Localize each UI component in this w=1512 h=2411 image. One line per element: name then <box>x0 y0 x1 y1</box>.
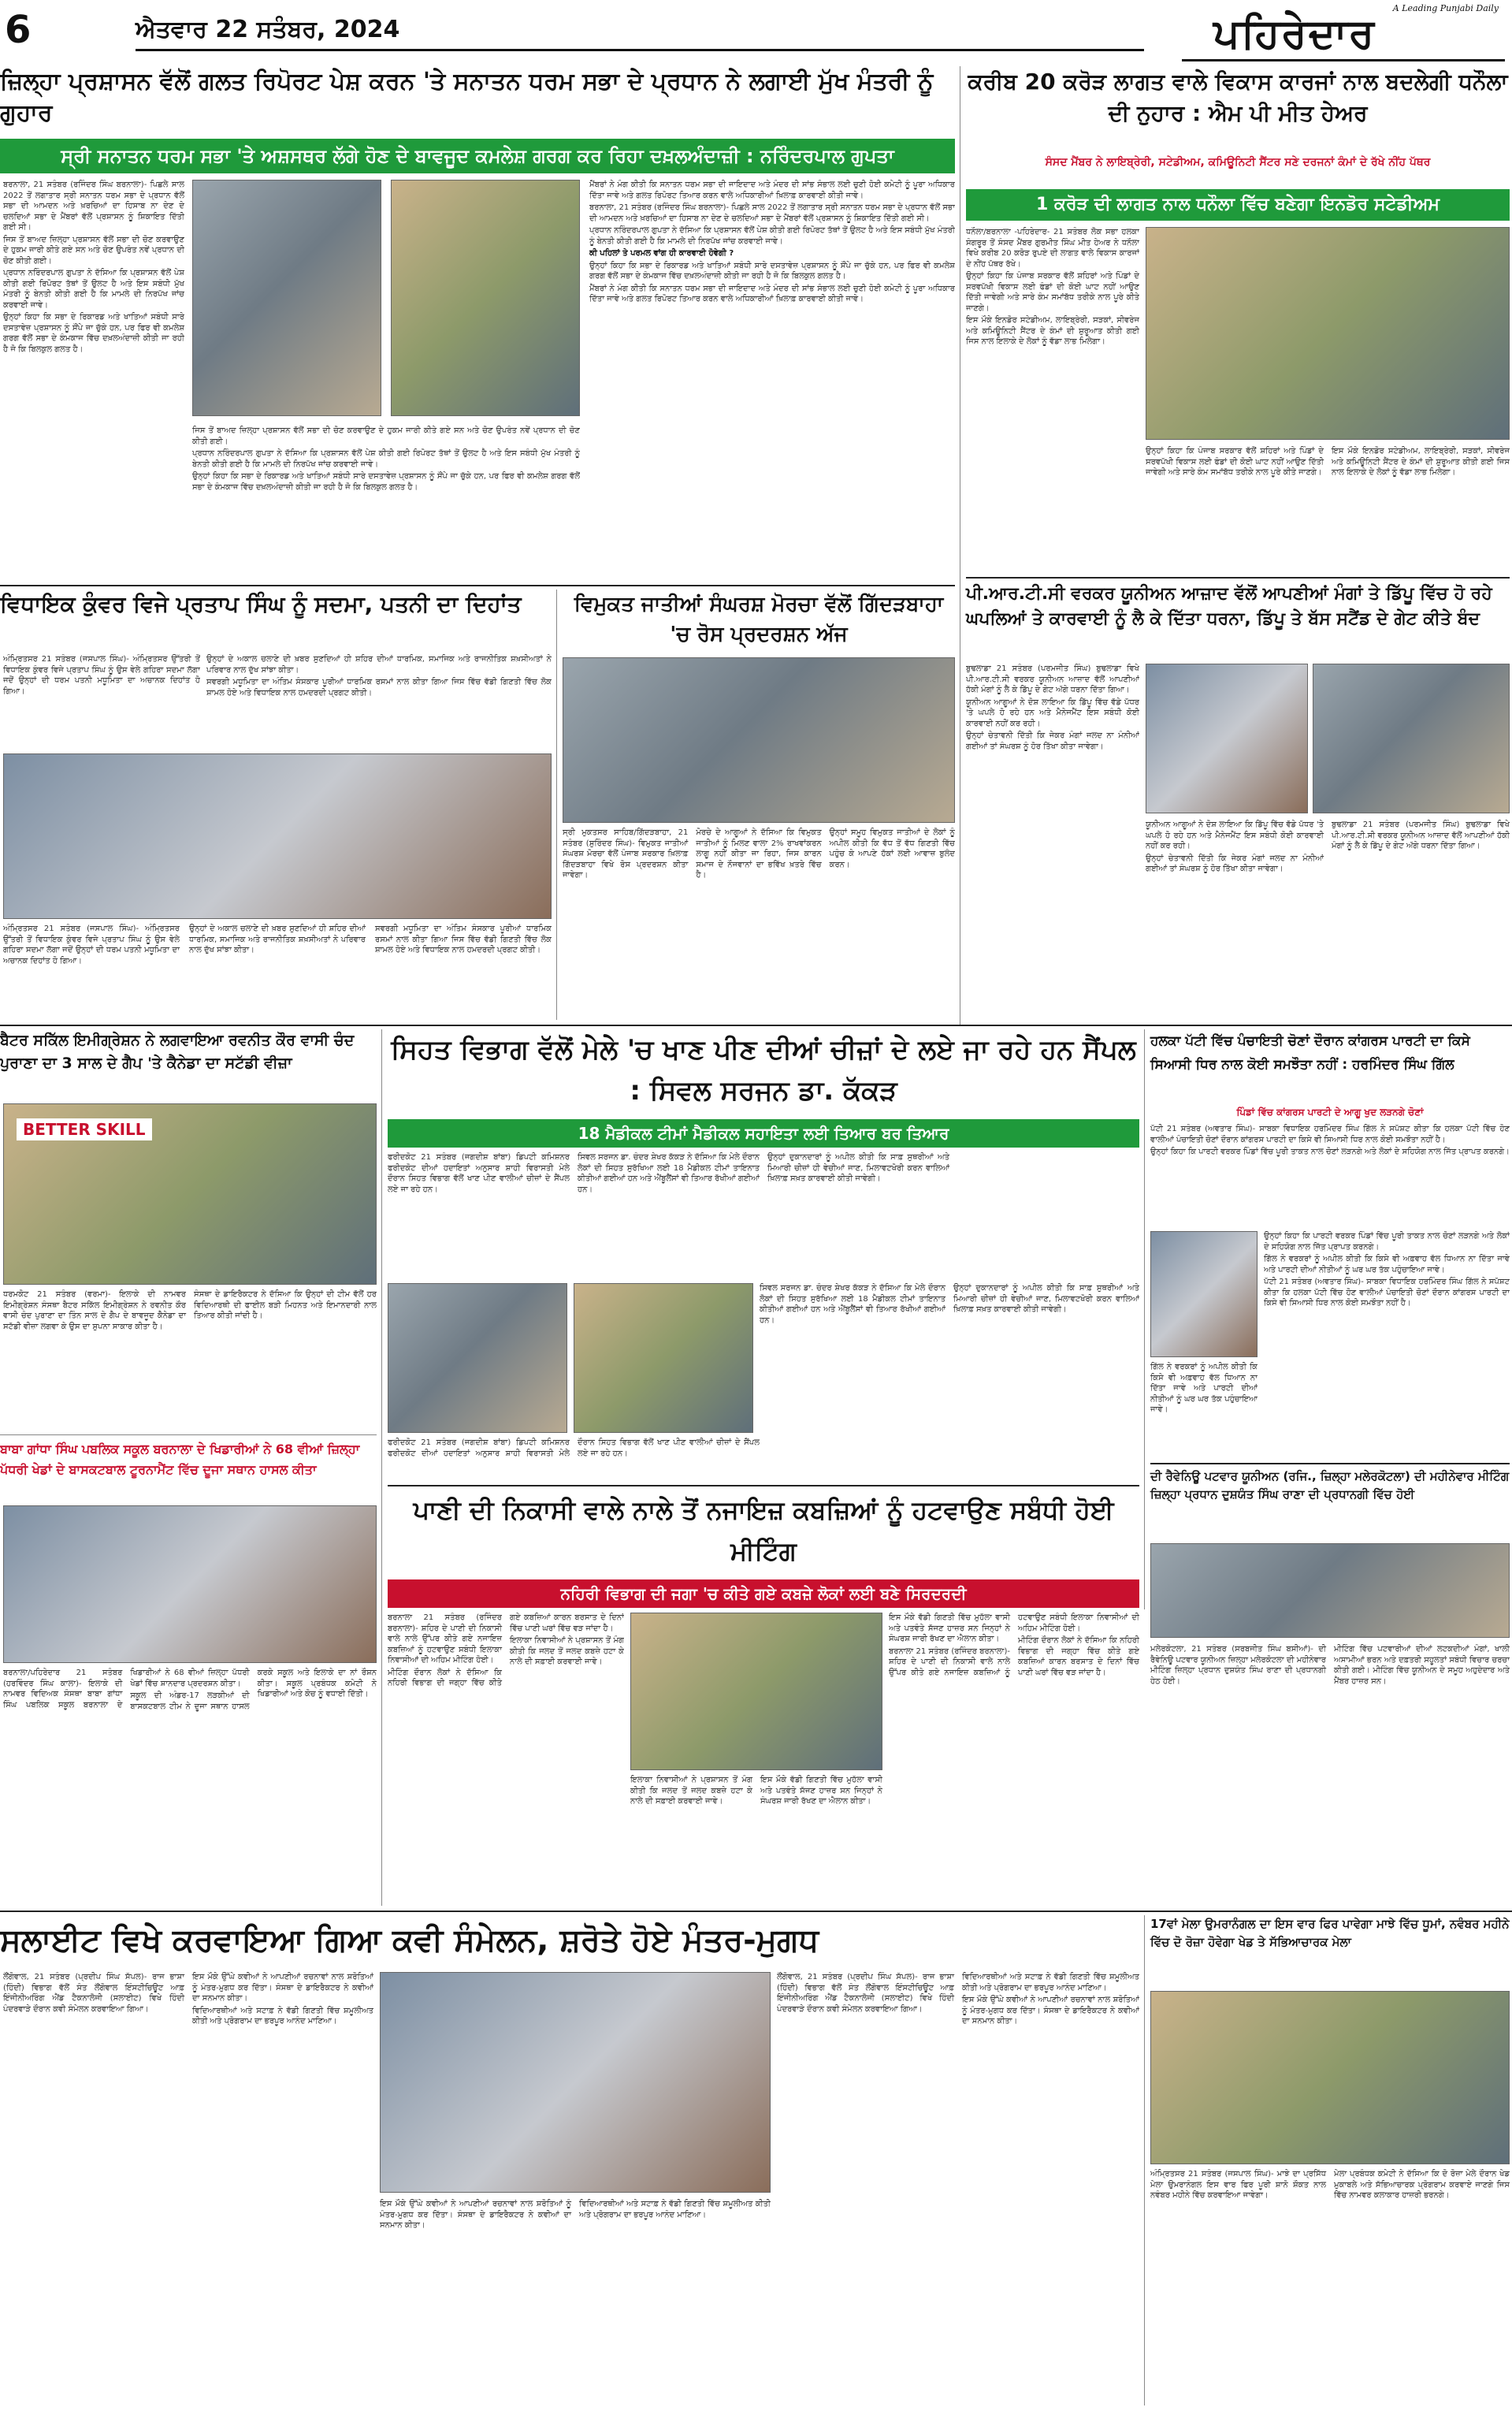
story9-body-bottom <box>1264 1231 1510 1460</box>
story4-headline: ਕਰੀਬ 20 ਕਰੋੜ ਲਾਗਤ ਵਾਲੇ ਵਿਕਾਸ ਕਾਰਜਾਂ ਨਾਲ ਬਦਲੇਗੀ ਧਨੌਲਾ ਦੀ ਨੁਹਾਰ : ਐਮ ਪੀ ਮੀਤ ਹੇਅਰ <box>968 69 1508 126</box>
story1-paragraph: ਮੈਂਬਰਾਂ ਨੇ ਮੰਗ ਕੀਤੀ ਕਿ ਸਨਾਤਨ ਧਰਮ ਸਭਾ ਦੀ ਜਾਇਦਾਦ ਅਤੇ ਮੰਦਰ ਦੀ ਸਾਂਭ ਸੰਭਾਲ ਲਈ ਚੁਣੀ ਹੋਈ ਕਮੇਟੀ ਨੂੰ ਪੂਰਾ ਅਧਿਕਾਰ ਦਿੱਤਾ ਜਾਵੇ ਅਤੇ ਗਲਤ ਰਿਪੋਰਟ ਤਿਆਰ ਕਰਨ ਵਾਲੇ ਅਧਿਕਾਰੀਆਂ ਖ਼ਿਲਾਫ਼ ਕਾਰਵਾਈ ਕੀਤੀ ਜਾਵੇ। <box>589 284 955 303</box>
story4-paragraph: ਇਸ ਮੌਕੇ ਇਨਡੋਰ ਸਟੇਡੀਅਮ, ਲਾਇਬ੍ਰੇਰੀ, ਸੜਕਾਂ, ਸੀਵਰੇਜ ਅਤੇ ਕਮਿਊਨਿਟੀ ਸੈਂਟਰ ਦੇ ਕੰਮਾਂ ਦੀ ਸ਼ੁਰੂਆਤ ਕੀਤੀ ਗਈ ਜਿਸ ਨਾਲ ਇਲਾਕੇ ਦੇ ਲੋਕਾਂ ਨੂੰ ਵੱਡਾ ਲਾਭ ਮਿਲੇਗਾ। <box>966 316 1139 346</box>
story5-paragraph: ਯੂਨੀਅਨ ਆਗੂਆਂ ਨੇ ਦੋਸ਼ ਲਾਇਆ ਕਿ ਡਿੱਪੂ ਵਿੱਚ ਵੱਡੇ ਪੱਧਰ 'ਤੇ ਘਪਲੇ ਹੋ ਰਹੇ ਹਨ ਅਤੇ ਮੈਨੇਜਮੈਂਟ ਇਸ ਸਬੰਧੀ ਕੋਈ ਕਾਰਵਾਈ ਨਹੀਂ ਕਰ ਰਹੀ। <box>966 698 1139 728</box>
story8-headline: ਸਿਹਤ ਵਿਭਾਗ ਵੱਲੋਂ ਮੇਲੇ 'ਚ ਖਾਣ ਪੀਣ ਦੀਆਂ ਚੀਜ਼ਾਂ ਦੇ ਲਏ ਜਾ ਰਹੇ ਹਨ ਸੈਂਪਲ : ਸਿਵਲ ਸਰਜਨ ਡਾ. ਕੱਕੜ <box>391 1034 1136 1107</box>
story2-body-top <box>3 654 200 749</box>
story9-subhead: ਪਿੰਡਾਂ ਵਿੱਚ ਕਾਂਗਰਸ ਪਾਰਟੀ ਦੇ ਆਗੂ ਖੁਦ ਲੜਨਗੇ ਚੋਣਾਂ <box>1236 1107 1424 1118</box>
story2-paragraph: ਉਨ੍ਹਾਂ ਦੇ ਅਕਾਲ ਚਲਾਣੇ ਦੀ ਖ਼ਬਰ ਸੁਣਦਿਆਂ ਹੀ ਸ਼ਹਿਰ ਦੀਆਂ ਧਾਰਮਿਕ, ਸਮਾਜਿਕ ਅਤੇ ਰਾਜਨੀਤਿਕ ਸ਼ਖ਼ਸੀਅਤਾਂ ਨੇ ਪਰਿਵਾਰ ਨਾਲ ਦੁੱਖ ਸਾਂਝਾ ਕੀਤਾ। <box>206 655 552 675</box>
story12-paragraph: ਲੌਂਗੋਵਾਲ, 21 ਸਤੰਬਰ (ਪ੍ਰਦੀਪ ਸਿੰਘ ਸੱਪਲ)- ਰਾਜ ਭਾਸ਼ਾ (ਹਿੰਦੀ) ਵਿਭਾਗ ਵੱਲੋਂ ਸੰਤ ਲੌਂਗੋਵਾਲ ਇੰਸਟੀਚਿਊਟ ਆਫ਼ ਇੰਜੀਨੀਅਰਿੰਗ ਐਂਡ ਟੈਕਨਾਲੋਜੀ (ਸਲਾਈਟ) ਵਿਖੇ ਹਿੰਦੀ ਪੰਦਰਵਾੜੇ ਦੌਰਾਨ ਕਵੀ ਸੰਮੇਲਨ ਕਰਵਾਇਆ ਗਿਆ। <box>3 1973 184 2014</box>
story4-subhead: ਸੰਸਦ ਮੈਂਬਰ ਨੇ ਲਾਇਬ੍ਰੇਰੀ, ਸਟੇਡੀਅਮ, ਕਮਿਊਨਿਟੀ ਸੈਂਟਰ ਸਣੇ ਦਰਜਨਾਂ ਕੰਮਾਂ ਦੇ ਰੱਖੇ ਨੀਂਹ ਪੱਥਰ <box>1045 156 1431 169</box>
story11-paragraph: ਇਸ ਮੌਕੇ ਵੱਡੀ ਗਿਣਤੀ ਵਿੱਚ ਮੁਹੱਲਾ ਵਾਸੀ ਅਤੇ ਪਤਵੰਤੇ ਸੱਜਣ ਹਾਜ਼ਰ ਸਨ ਜਿਨ੍ਹਾਂ ਨੇ ਸੰਘਰਸ਼ ਜਾਰੀ ਰੱਖਣ ਦਾ ਐਲਾਨ ਕੀਤਾ। <box>889 1613 1010 1643</box>
story5-photo-2 <box>1313 664 1510 813</box>
story10-paragraph: ਮੀਟਿੰਗ ਵਿੱਚ ਪਟਵਾਰੀਆਂ ਦੀਆਂ ਲਟਕਦੀਆਂ ਮੰਗਾਂ, ਖਾਲੀ ਅਸਾਮੀਆਂ ਭਰਨ ਅਤੇ ਦਫ਼ਤਰੀ ਸਹੂਲਤਾਂ ਸਬੰਧੀ ਵਿਚਾਰ ਚਰਚਾ ਕੀਤੀ ਗਈ। ਮੀਟਿੰਗ ਵਿੱਚ ਯੂਨੀਅਨ ਦੇ ਸਮੂਹ ਅਹੁਦੇਦਾਰ ਅਤੇ ਮੈਂਬਰ ਹਾਜ਼ਰ ਸਨ। <box>1334 1645 1510 1686</box>
story12-paragraph: ਵਿਦਿਆਰਥੀਆਂ ਅਤੇ ਸਟਾਫ਼ ਨੇ ਵੱਡੀ ਗਿਣਤੀ ਵਿੱਚ ਸ਼ਮੂਲੀਅਤ ਕੀਤੀ ਅਤੇ ਪ੍ਰੋਗਰਾਮ ਦਾ ਭਰਪੂਰ ਆਨੰਦ ਮਾਣਿਆ। <box>962 1973 1139 1992</box>
story7-photo <box>3 1505 377 1663</box>
story11-paragraph: ਇਲਾਕਾ ਨਿਵਾਸੀਆਂ ਨੇ ਪ੍ਰਸ਼ਾਸਨ ਤੋਂ ਮੰਗ ਕੀਤੀ ਕਿ ਜਲਦ ਤੋਂ ਜਲਦ ਕਬਜ਼ੇ ਹਟਾ ਕੇ ਨਾਲੇ ਦੀ ਸਫ਼ਾਈ ਕਰਵਾਈ ਜਾਵੇ। <box>510 1636 624 1666</box>
paper-name-logo <box>1182 3 1505 61</box>
story3-photo <box>563 657 955 823</box>
divider <box>0 1025 1512 1026</box>
divider <box>1144 1029 1145 1609</box>
story12-headline: ਸਲਾਈਟ ਵਿਖੇ ਕਰਵਾਇਆ ਗਿਆ ਕਵੀ ਸੰਮੇਲਨ, ਸ਼ਰੋਤੇ ਹੋਏ ਮੰਤਰ-ਮੁਗਧ <box>0 1922 819 1959</box>
story8-paragraph: ਫਰੀਦਕੋਟ 21 ਸਤੰਬਰ (ਜਗਦੀਸ਼ ਬਾਂਬਾ) ਡਿਪਟੀ ਕਮਿਸ਼ਨਰ ਫਰੀਦਕੋਟ ਦੀਆਂ ਹਦਾਇਤਾਂ ਅਨੁਸਾਰ ਸ਼ਾਹੀ ਵਿਰਾਸਤੀ ਮੇਲੇ ਦੌਰਾਨ ਸਿਹਤ ਵਿਭਾਗ ਵੱਲੋਂ ਖਾਣ ਪੀਣ ਵਾਲੀਆਂ ਚੀਜ਼ਾਂ ਦੇ ਸੈਂਪਲ ਲਏ ਜਾ ਰਹੇ ਹਨ। <box>388 1438 760 1458</box>
story1-body-col2 <box>192 426 580 583</box>
story1-body-col1 <box>3 180 184 582</box>
story3-paragraph: ਉਨ੍ਹਾਂ ਸਮੂਹ ਵਿਮੁਕਤ ਜਾਤੀਆਂ ਦੇ ਲੋਕਾਂ ਨੂੰ ਅਪੀਲ ਕੀਤੀ ਕਿ ਵੱਧ ਤੋਂ ਵੱਧ ਗਿਣਤੀ ਵਿੱਚ ਪਹੁੰਚ ਕੇ ਆਪਣੇ ਹੱਕਾਂ ਲਈ ਆਵਾਜ਼ ਬੁਲੰਦ ਕਰਨ। <box>829 828 955 869</box>
story4-paragraph: ਧਨੌਲਾ/ਬਰਨਾਲਾ -ਪਹਿਰੇਦਾਰ- 21 ਸਤੰਬਰ ਲੋਕ ਸਭਾ ਹਲਕਾ ਸੰਗਰੂਰ ਤੋਂ ਸੰਸਦ ਮੈਂਬਰ ਗੁਰਮੀਤ ਸਿੰਘ ਮੀਤ ਹੇਅਰ ਨੇ ਧਨੌਲਾ ਵਿਖੇ ਕਰੀਬ 20 ਕਰੋੜ ਰੁਪਏ ਦੀ ਲਾਗਤ ਵਾਲੇ ਵਿਕਾਸ ਕਾਰਜਾਂ ਦੇ ਨੀਂਹ ਪੱਥਰ ਰੱਖੇ। <box>966 228 1139 269</box>
story9-paragraph: ਪੱਟੀ 21 ਸਤੰਬਰ (ਅਵਤਾਰ ਸਿੰਘ)- ਸਾਬਕਾ ਵਿਧਾਇਕ ਹਰਮਿੰਦਰ ਸਿੰਘ ਗਿੱਲ ਨੇ ਸਪੱਸ਼ਟ ਕੀਤਾ ਕਿ ਹਲਕਾ ਪੱਟੀ ਵਿੱਚ ਹੋਣ ਵਾਲੀਆਂ ਪੰਚਾਇਤੀ ਚੋਣਾਂ ਦੌਰਾਨ ਕਾਂਗਰਸ ਪਾਰਟੀ ਦਾ ਕਿਸੇ ਵੀ ਸਿਆਸੀ ਧਿਰ ਨਾਲ ਕੋਈ ਸਮਝੌਤਾ ਨਹੀਂ ਹੈ। <box>1264 1278 1510 1308</box>
story1-paragraph: ਮੈਂਬਰਾਂ ਨੇ ਮੰਗ ਕੀਤੀ ਕਿ ਸਨਾਤਨ ਧਰਮ ਸਭਾ ਦੀ ਜਾਇਦਾਦ ਅਤੇ ਮੰਦਰ ਦੀ ਸਾਂਭ ਸੰਭਾਲ ਲਈ ਚੁਣੀ ਹੋਈ ਕਮੇਟੀ ਨੂੰ ਪੂਰਾ ਅਧਿਕਾਰ ਦਿੱਤਾ ਜਾਵੇ ਅਤੇ ਗਲਤ ਰਿਪੋਰਟ ਤਿਆਰ ਕਰਨ ਵਾਲੇ ਅਧਿਕਾਰੀਆਂ ਖ਼ਿਲਾਫ਼ ਕਾਰਵਾਈ ਕੀਤੀ ਜਾਵੇ। <box>589 180 955 200</box>
story7-body <box>3 1668 377 1904</box>
story4-body-col2 <box>1146 446 1510 574</box>
story9-paragraph: ਪੱਟੀ 21 ਸਤੰਬਰ (ਅਵਤਾਰ ਸਿੰਘ)- ਸਾਬਕਾ ਵਿਧਾਇਕ ਹਰਮਿੰਦਰ ਸਿੰਘ ਗਿੱਲ ਨੇ ਸਪੱਸ਼ਟ ਕੀਤਾ ਕਿ ਹਲਕਾ ਪੱਟੀ ਵਿੱਚ ਹੋਣ ਵਾਲੀਆਂ ਪੰਚਾਇਤੀ ਚੋਣਾਂ ਦੌਰਾਨ ਕਾਂਗਰਸ ਪਾਰਟੀ ਦਾ ਕਿਸੇ ਵੀ ਸਿਆਸੀ ਧਿਰ ਨਾਲ ਕੋਈ ਸਮਝੌਤਾ ਨਹੀਂ ਹੈ। <box>1150 1125 1510 1144</box>
story11-subhead: ਨਹਿਰੀ ਵਿਭਾਗ ਦੀ ਜਗਾ 'ਚ ਕੀਤੇ ਗਏ ਕਬਜ਼ੇ ਲੋਕਾਂ ਲਈ ਬਣੇ ਸਿਰਦਰਦੀ <box>388 1579 1139 1608</box>
story4-paragraph: ਉਨ੍ਹਾਂ ਕਿਹਾ ਕਿ ਪੰਜਾਬ ਸਰਕਾਰ ਵੱਲੋਂ ਸ਼ਹਿਰਾਂ ਅਤੇ ਪਿੰਡਾਂ ਦੇ ਸਰਵਪੱਖੀ ਵਿਕਾਸ ਲਈ ਫੰਡਾਂ ਦੀ ਕੋਈ ਘਾਟ ਨਹੀਂ ਆਉਣ ਦਿੱਤੀ ਜਾਵੇਗੀ ਅਤੇ ਸਾਰੇ ਕੰਮ ਸਮਾਂਬੱਧ ਤਰੀਕੇ ਨਾਲ ਪੂਰੇ ਕੀਤੇ ਜਾਣਗੇ। <box>966 272 1139 313</box>
story12-paragraph: ਇਸ ਮੌਕੇ ਉੱਘੇ ਕਵੀਆਂ ਨੇ ਆਪਣੀਆਂ ਰਚਨਾਵਾਂ ਨਾਲ ਸ਼ਰੋਤਿਆਂ ਨੂੰ ਮੰਤਰ-ਮੁਗਧ ਕਰ ਦਿੱਤਾ। ਸੰਸਥਾ ਦੇ ਡਾਇਰੈਕਟਰ ਨੇ ਕਵੀਆਂ ਦਾ ਸਨਮਾਨ ਕੀਤਾ। <box>192 1973 373 2003</box>
story11-paragraph: ਮੀਟਿੰਗ ਦੌਰਾਨ ਲੋਕਾਂ ਨੇ ਦੱਸਿਆ ਕਿ ਨਹਿਰੀ ਵਿਭਾਗ ਦੀ ਜਗ੍ਹਾ ਵਿੱਚ ਕੀਤੇ ਗਏ ਕਬਜ਼ਿਆਂ ਕਾਰਨ ਬਰਸਾਤ ਦੇ ਦਿਨਾਂ ਵਿੱਚ ਪਾਣੀ ਘਰਾਂ ਵਿੱਚ ਵੜ ਜਾਂਦਾ ਹੈ। <box>388 1613 624 1687</box>
story11-paragraph: ਇਲਾਕਾ ਨਿਵਾਸੀਆਂ ਨੇ ਪ੍ਰਸ਼ਾਸਨ ਤੋਂ ਮੰਗ ਕੀਤੀ ਕਿ ਜਲਦ ਤੋਂ ਜਲਦ ਕਬਜ਼ੇ ਹਟਾ ਕੇ ਨਾਲੇ ਦੀ ਸਫ਼ਾਈ ਕਰਵਾਈ ਜਾਵੇ। <box>630 1776 752 1806</box>
story7-paragraph: ਬਰਨਾਲਾ/ਪਹਿਰੇਦਾਰ 21 ਸਤੰਬਰ (ਹਰਵਿੰਦਰ ਸਿੰਘ ਕਾਲਾ)- ਇਲਾਕੇ ਦੀ ਨਾਮਵਰ ਵਿਦਿਅਕ ਸੰਸਥਾ ਬਾਬਾ ਗਾਂਧਾ ਸਿੰਘ ਪਬਲਿਕ ਸਕੂਲ ਬਰਨਾਲਾ ਦੇ ਖਿਡਾਰੀਆਂ ਨੇ 68 ਵੀਆਂ ਜ਼ਿਲ੍ਹਾ ਪੱਧਰੀ ਖੇਡਾਂ ਵਿੱਚ ਸ਼ਾਨਦਾਰ ਪ੍ਰਦਰਸ਼ਨ ਕੀਤਾ। <box>3 1669 250 1710</box>
story11-paragraph: ਬਰਨਾਲਾ 21 ਸਤੰਬਰ (ਰਜਿੰਦਰ ਬਰਨਾਲਾ)- ਸ਼ਹਿਰ ਦੇ ਪਾਣੀ ਦੀ ਨਿਕਾਸੀ ਵਾਲੇ ਨਾਲੇ ਉੱਪਰ ਕੀਤੇ ਗਏ ਨਜਾਇਜ਼ ਕਬਜ਼ਿਆਂ ਨੂੰ ਹਟਵਾਉਣ ਸਬੰਧੀ ਇਲਾਕਾ ਨਿਵਾਸੀਆਂ ਦੀ ਅਹਿਮ ਮੀਟਿੰਗ ਹੋਈ। <box>889 1613 1139 1677</box>
date-line: ਐਤਵਾਰ 22 ਸਤੰਬਰ, 2024 <box>136 16 400 43</box>
story10-body <box>1150 1644 1510 1906</box>
story2-body-mid <box>206 654 552 749</box>
paper-tagline: A Leading Punjabi Daily <box>1392 3 1499 13</box>
story12-body-left <box>3 1972 373 2405</box>
story1-paragraph: ਉਨ੍ਹਾਂ ਕਿਹਾ ਕਿ ਸਭਾ ਦੇ ਰਿਕਾਰਡ ਅਤੇ ਖਾਤਿਆਂ ਸਬੰਧੀ ਸਾਰੇ ਦਸਤਾਵੇਜ਼ ਪ੍ਰਸ਼ਾਸਨ ਨੂੰ ਸੌਂਪੇ ਜਾ ਚੁੱਕੇ ਹਨ, ਪਰ ਫਿਰ ਵੀ ਕਮਲੇਸ਼ ਗਰਗ ਵੱਲੋਂ ਸਭਾ ਦੇ ਕੰਮਕਾਜ ਵਿੱਚ ਦਖ਼ਲਅੰਦਾਜ਼ੀ ਕੀਤੀ ਜਾ ਰਹੀ ਹੈ ਜੋ ਕਿ ਬਿਲਕੁਲ ਗਲਤ ਹੈ। <box>3 313 184 354</box>
story12-paragraph: ਲੌਂਗੋਵਾਲ, 21 ਸਤੰਬਰ (ਪ੍ਰਦੀਪ ਸਿੰਘ ਸੱਪਲ)- ਰਾਜ ਭਾਸ਼ਾ (ਹਿੰਦੀ) ਵਿਭਾਗ ਵੱਲੋਂ ਸੰਤ ਲੌਂਗੋਵਾਲ ਇੰਸਟੀਚਿਊਟ ਆਫ਼ ਇੰਜੀਨੀਅਰਿੰਗ ਐਂਡ ਟੈਕਨਾਲੋਜੀ (ਸਲਾਈਟ) ਵਿਖੇ ਹਿੰਦੀ ਪੰਦਰਵਾੜੇ ਦੌਰਾਨ ਕਵੀ ਸੰਮੇਲਨ ਕਰਵਾਇਆ ਗਿਆ। <box>777 1973 954 2014</box>
story8-paragraph: ਸਿਵਲ ਸਰਜਨ ਡਾ. ਚੰਦਰ ਸ਼ੇਖਰ ਕੱਕੜ ਨੇ ਦੱਸਿਆ ਕਿ ਮੇਲੇ ਦੌਰਾਨ ਲੋਕਾਂ ਦੀ ਸਿਹਤ ਸੁਰੱਖਿਆ ਲਈ 18 ਮੈਡੀਕਲ ਟੀਮਾਂ ਤਾਇਨਾਤ ਕੀਤੀਆਂ ਗਈਆਂ ਹਨ ਅਤੇ ਐਂਬੂਲੈਂਸਾਂ ਵੀ ਤਿਆਰ ਰੱਖੀਆਂ ਗਈਆਂ ਹਨ। <box>760 1284 945 1325</box>
story9-paragraph: ਗਿੱਲ ਨੇ ਵਰਕਰਾਂ ਨੂੰ ਅਪੀਲ ਕੀਤੀ ਕਿ ਕਿਸੇ ਵੀ ਅਫ਼ਵਾਹ ਵੱਲ ਧਿਆਨ ਨਾ ਦਿੱਤਾ ਜਾਵੇ ਅਤੇ ਪਾਰਟੀ ਦੀਆਂ ਨੀਤੀਆਂ ਨੂੰ ਘਰ ਘਰ ਤੱਕ ਪਹੁੰਚਾਇਆ ਜਾਵੇ। <box>1150 1363 1258 1414</box>
story5-paragraph: ਯੂਨੀਅਨ ਆਗੂਆਂ ਨੇ ਦੋਸ਼ ਲਾਇਆ ਕਿ ਡਿੱਪੂ ਵਿੱਚ ਵੱਡੇ ਪੱਧਰ 'ਤੇ ਘਪਲੇ ਹੋ ਰਹੇ ਹਨ ਅਤੇ ਮੈਨੇਜਮੈਂਟ ਇਸ ਸਬੰਧੀ ਕੋਈ ਕਾਰਵਾਈ ਨਹੀਂ ਕਰ ਰਹੀ। <box>1146 820 1324 850</box>
story3-body <box>563 828 955 1020</box>
story9-body-top <box>1150 1124 1510 1226</box>
story4-paragraph: ਉਨ੍ਹਾਂ ਕਿਹਾ ਕਿ ਪੰਜਾਬ ਸਰਕਾਰ ਵੱਲੋਂ ਸ਼ਹਿਰਾਂ ਅਤੇ ਪਿੰਡਾਂ ਦੇ ਸਰਵਪੱਖੀ ਵਿਕਾਸ ਲਈ ਫੰਡਾਂ ਦੀ ਕੋਈ ਘਾਟ ਨਹੀਂ ਆਉਣ ਦਿੱਤੀ ਜਾਵੇਗੀ ਅਤੇ ਸਾਰੇ ਕੰਮ ਸਮਾਂਬੱਧ ਤਰੀਕੇ ਨਾਲ ਪੂਰੇ ਕੀਤੇ ਜਾਣਗੇ। <box>1146 447 1324 477</box>
story13-photo <box>1150 1991 1510 2164</box>
story6-headline: ਬੈਟਰ ਸਕਿੱਲ ਇਮੀਗ੍ਰੇਸ਼ਨ ਨੇ ਲਗਵਾਇਆ ਰਵਨੀਤ ਕੌਰ ਵਾਸੀ ਚੰਦ ਪੁਰਾਣਾ ਦਾ 3 ਸਾਲ ਦੇ ਗੈਪ 'ਤੇ ਕੈਨੇਡਾ ਦਾ ਸਟੱਡੀ ਵੀਜ਼ਾ <box>0 1032 355 1072</box>
story12-paragraph: ਇਸ ਮੌਕੇ ਉੱਘੇ ਕਵੀਆਂ ਨੇ ਆਪਣੀਆਂ ਰਚਨਾਵਾਂ ਨਾਲ ਸ਼ਰੋਤਿਆਂ ਨੂੰ ਮੰਤਰ-ਮੁਗਧ ਕਰ ਦਿੱਤਾ। ਸੰਸਥਾ ਦੇ ਡਾਇਰੈਕਟਰ ਨੇ ਕਵੀਆਂ ਦਾ ਸਨਮਾਨ ਕੀਤਾ। <box>962 1996 1139 2026</box>
story12-body-mid <box>380 2199 771 2405</box>
story5-body-col2 <box>1146 820 1510 1018</box>
story6-body <box>3 1289 377 1431</box>
story5-paragraph: ਉਨ੍ਹਾਂ ਚੇਤਾਵਨੀ ਦਿੱਤੀ ਕਿ ਜੇਕਰ ਮੰਗਾਂ ਜਲਦ ਨਾ ਮੰਨੀਆਂ ਗਈਆਂ ਤਾਂ ਸੰਘਰਸ਼ ਨੂੰ ਹੋਰ ਤਿੱਖਾ ਕੀਤਾ ਜਾਵੇਗਾ। <box>1146 854 1324 873</box>
story4-photo <box>1146 227 1510 440</box>
story4-kicker: 1 ਕਰੋੜ ਦੀ ਲਾਗਤ ਨਾਲ ਧਨੌਲਾ ਵਿੱਚ ਬਣੇਗਾ ਇਨਡੋਰ ਸਟੇਡੀਅਮ <box>966 189 1510 221</box>
divider <box>1150 1463 1510 1464</box>
story6-paragraph: ਧਰਮਕੋਟ 21 ਸਤੰਬਰ (ਵਰਮਾ)- ਇਲਾਕੇ ਦੀ ਨਾਮਵਰ ਇਮੀਗ੍ਰੇਸ਼ਨ ਸੰਸਥਾ ਬੈਟਰ ਸਕਿੱਲ ਇਮੀਗ੍ਰੇਸ਼ਨ ਨੇ ਰਵਨੀਤ ਕੌਰ ਵਾਸੀ ਚੰਦ ਪੁਰਾਣਾ ਦਾ ਤਿੰਨ ਸਾਲ ਦੇ ਗੈਪ ਦੇ ਬਾਵਜੂਦ ਕੈਨੇਡਾ ਦਾ ਸਟੱਡੀ ਵੀਜ਼ਾ ਲਗਵਾ ਕੇ ਉਸ ਦਾ ਸੁਪਨਾ ਸਾਕਾਰ ਕੀਤਾ ਹੈ। <box>3 1290 186 1331</box>
story7-paragraph: ਸਕੂਲ ਦੀ ਅੰਡਰ-17 ਲੜਕੀਆਂ ਦੀ ਬਾਸਕਟਬਾਲ ਟੀਮ ਨੇ ਦੂਜਾ ਸਥਾਨ ਹਾਸਲ ਕਰਕੇ ਸਕੂਲ ਅਤੇ ਇਲਾਕੇ ਦਾ ਨਾਂ ਰੌਸ਼ਨ ਕੀਤਾ। ਸਕੂਲ ਪ੍ਰਬੰਧਕ ਕਮੇਟੀ ਨੇ ਖਿਡਾਰੀਆਂ ਅਤੇ ਕੋਚ ਨੂੰ ਵਧਾਈ ਦਿੱਤੀ। <box>130 1669 377 1711</box>
story11-paragraph: ਇਸ ਮੌਕੇ ਵੱਡੀ ਗਿਣਤੀ ਵਿੱਚ ਮੁਹੱਲਾ ਵਾਸੀ ਅਤੇ ਪਤਵੰਤੇ ਸੱਜਣ ਹਾਜ਼ਰ ਸਨ ਜਿਨ੍ਹਾਂ ਨੇ ਸੰਘਰਸ਼ ਜਾਰੀ ਰੱਖਣ ਦਾ ਐਲਾਨ ਕੀਤਾ। <box>760 1776 882 1806</box>
story1-paragraph: ਜਿਸ ਤੋਂ ਬਾਅਦ ਜ਼ਿਲ੍ਹਾ ਪ੍ਰਸ਼ਾਸਨ ਵੱਲੋਂ ਸਭਾ ਦੀ ਚੋਣ ਕਰਵਾਉਣ ਦੇ ਹੁਕਮ ਜਾਰੀ ਕੀਤੇ ਗਏ ਸਨ ਅਤੇ ਚੋਣ ਉਪਰੰਤ ਨਵੇਂ ਪ੍ਰਧਾਨ ਦੀ ਚੋਣ ਕੀਤੀ ਗਈ। <box>192 426 580 446</box>
story13-paragraph: ਅੰਮ੍ਰਿਤਸਰ 21 ਸਤੰਬਰ (ਜਸਪਾਲ ਸਿੰਘ)- ਮਾਝੇ ਦਾ ਪ੍ਰਸਿੱਧ ਮੇਲਾ ਉਮਰਾਨੰਗਲ ਇਸ ਵਾਰ ਫਿਰ ਪੂਰੀ ਸ਼ਾਨੋ ਸ਼ੌਕਤ ਨਾਲ ਨਵੰਬਰ ਮਹੀਨੇ ਵਿੱਚ ਕਰਵਾਇਆ ਜਾਵੇਗਾ। <box>1150 2170 1326 2200</box>
story6-photo-sign: BETTER SKILL <box>17 1118 152 1140</box>
story1-paragraph: ਪ੍ਰਧਾਨ ਨਰਿੰਦਰਪਾਲ ਗੁਪਤਾ ਨੇ ਦੱਸਿਆ ਕਿ ਪ੍ਰਸ਼ਾਸਨ ਵੱਲੋਂ ਪੇਸ਼ ਕੀਤੀ ਗਈ ਰਿਪੋਰਟ ਤੱਥਾਂ ਤੋਂ ਉਲਟ ਹੈ ਅਤੇ ਇਸ ਸਬੰਧੀ ਮੁੱਖ ਮੰਤਰੀ ਨੂੰ ਬੇਨਤੀ ਕੀਤੀ ਗਈ ਹੈ ਕਿ ਮਾਮਲੇ ਦੀ ਨਿਰਪੱਖ ਜਾਂਚ ਕਰਵਾਈ ਜਾਵੇ। <box>589 226 955 246</box>
story8-paragraph: ਉਨ੍ਹਾਂ ਦੁਕਾਨਦਾਰਾਂ ਨੂੰ ਅਪੀਲ ਕੀਤੀ ਕਿ ਸਾਫ਼ ਸੁਥਰੀਆਂ ਅਤੇ ਮਿਆਰੀ ਚੀਜ਼ਾਂ ਹੀ ਵੇਚੀਆਂ ਜਾਣ, ਮਿਲਾਵਟਖੋਰੀ ਕਰਨ ਵਾਲਿਆਂ ਖ਼ਿਲਾਫ਼ ਸਖ਼ਤ ਕਾਰਵਾਈ ਕੀਤੀ ਜਾਵੇਗੀ। <box>953 1284 1139 1314</box>
story1-caption: ਕੀ ਪਹਿਲਾਂ ਤੇ ਪਰਮਲ ਵਾਂਗ ਹੀ ਕਾਰਵਾਈ ਹੋਵੇਗੀ ? <box>589 249 734 258</box>
story12-paragraph: ਵਿਦਿਆਰਥੀਆਂ ਅਤੇ ਸਟਾਫ਼ ਨੇ ਵੱਡੀ ਗਿਣਤੀ ਵਿੱਚ ਸ਼ਮੂਲੀਅਤ ਕੀਤੀ ਅਤੇ ਪ੍ਰੋਗਰਾਮ ਦਾ ਭਰਪੂਰ ਆਨੰਦ ਮਾਣਿਆ। <box>192 2006 373 2026</box>
story12-photo <box>380 1972 771 2193</box>
story2-photo <box>3 753 552 919</box>
story13-headline: 17ਵਾਂ ਮੇਲਾ ਉਮਰਾਨੰਗਲ ਦਾ ਇਸ ਵਾਰ ਫਿਰ ਪਾਵੇਗਾ ਮਾਝੇ ਵਿੱਚ ਧੂਮਾਂ, ਨਵੰਬਰ ਮਹੀਨੇ ਵਿੱਚ ਦੋ ਰੋਜ਼ਾ ਹੋਵੇਗਾ ਖੇਡ ਤੇ ਸੱਭਿਆਚਾਰਕ ਮੇਲਾ <box>1150 1917 1510 1949</box>
story5-headline: ਪੀ.ਆਰ.ਟੀ.ਸੀ ਵਰਕਰ ਯੂਨੀਅਨ ਆਜ਼ਾਦ ਵੱਲੋਂ ਆਪਣੀਆਂ ਮੰਗਾਂ ਤੇ ਡਿੱਪੂ ਵਿੱਚ ਹੋ ਰਹੇ ਘਪਲਿਆਂ ਤੇ ਕਾਰਵਾਈ ਨੂੰ ਲੈ ਕੇ ਦਿੱਤਾ ਧਰਨਾ, ਡਿੱਪੂ ਤੇ ਬੱਸ ਸਟੈਂਡ ਦੇ ਗੇਟ ਕੀਤੇ ਬੰਦ <box>966 584 1492 629</box>
story11-headline: ਪਾਣੀ ਦੀ ਨਿਕਾਸੀ ਵਾਲੇ ਨਾਲੇ ਤੋਂ ਨਜਾਇਜ਼ ਕਬਜ਼ਿਆਂ ਨੂੰ ਹਟਵਾਉਣ ਸਬੰਧੀ ਹੋਈ ਮੀਟਿੰਗ <box>413 1495 1114 1566</box>
divider <box>388 1485 1139 1486</box>
story3-paragraph: ਮੋਰਚੇ ਦੇ ਆਗੂਆਂ ਨੇ ਦੱਸਿਆ ਕਿ ਵਿਮੁਕਤ ਜਾਤੀਆਂ ਨੂੰ ਮਿਲਣ ਵਾਲਾ 2% ਰਾਖਵਾਂਕਰਨ ਲਾਗੂ ਨਹੀਂ ਕੀਤਾ ਜਾ ਰਿਹਾ, ਜਿਸ ਕਾਰਨ ਸਮਾਜ ਦੇ ਨੌਜਵਾਨਾਂ ਦਾ ਭਵਿੱਖ ਖ਼ਤਰੇ ਵਿੱਚ ਹੈ। <box>696 828 822 880</box>
story1-body-col3 <box>589 180 955 582</box>
story1-paragraph: ਜਿਸ ਤੋਂ ਬਾਅਦ ਜ਼ਿਲ੍ਹਾ ਪ੍ਰਸ਼ਾਸਨ ਵੱਲੋਂ ਸਭਾ ਦੀ ਚੋਣ ਕਰਵਾਉਣ ਦੇ ਹੁਕਮ ਜਾਰੀ ਕੀਤੇ ਗਏ ਸਨ ਅਤੇ ਚੋਣ ਉਪਰੰਤ ਨਵੇਂ ਪ੍ਰਧਾਨ ਦੀ ਚੋਣ ਕੀਤੀ ਗਈ। <box>3 235 184 266</box>
story9-paragraph: ਉਨ੍ਹਾਂ ਕਿਹਾ ਕਿ ਪਾਰਟੀ ਵਰਕਰ ਪਿੰਡਾਂ ਵਿੱਚ ਪੂਰੀ ਤਾਕਤ ਨਾਲ ਚੋਣਾਂ ਲੜਨਗੇ ਅਤੇ ਲੋਕਾਂ ਦੇ ਸਹਿਯੋਗ ਨਾਲ ਜਿੱਤ ਪ੍ਰਾਪਤ ਕਰਨਗੇ। <box>1150 1148 1510 1156</box>
story10-headline: ਦੀ ਰੈਵੇਨਿਊ ਪਟਵਾਰ ਯੂਨੀਅਨ (ਰਜਿ., ਜ਼ਿਲ੍ਹਾ ਮਲੇਰਕੋਟਲਾ) ਦੀ ਮਹੀਨੇਵਾਰ ਮੀਟਿੰਗ ਜ਼ਿਲ੍ਹਾ ਪ੍ਰਧਾਨ ਦੁਸ਼ਯੰਤ ਸਿੰਘ ਰਾਣਾ ਦੀ ਪ੍ਰਧਾਨਗੀ ਵਿੱਚ ਹੋਈ <box>1150 1469 1510 1501</box>
story1-headline: ਜ਼ਿਲ੍ਹਾ ਪ੍ਰਸ਼ਾਸਨ ਵੱਲੋਂ ਗਲਤ ਰਿਪੋਰਟ ਪੇਸ਼ ਕਰਨ 'ਤੇ ਸਨਾਤਨ ਧਰਮ ਸਭਾ ਦੇ ਪ੍ਰਧਾਨ ਨੇ ਲਗਾਈ ਮੁੱਖ ਮੰਤਰੀ ਨੂੰ ਗੁਹਾਰ <box>0 68 934 127</box>
story9-paragraph: ਉਨ੍ਹਾਂ ਕਿਹਾ ਕਿ ਪਾਰਟੀ ਵਰਕਰ ਪਿੰਡਾਂ ਵਿੱਚ ਪੂਰੀ ਤਾਕਤ ਨਾਲ ਚੋਣਾਂ ਲੜਨਗੇ ਅਤੇ ਲੋਕਾਂ ਦੇ ਸਹਿਯੋਗ ਨਾਲ ਜਿੱਤ ਪ੍ਰਾਪਤ ਕਰਨਗੇ। <box>1264 1232 1510 1252</box>
story9-paragraph: ਗਿੱਲ ਨੇ ਵਰਕਰਾਂ ਨੂੰ ਅਪੀਲ ਕੀਤੀ ਕਿ ਕਿਸੇ ਵੀ ਅਫ਼ਵਾਹ ਵੱਲ ਧਿਆਨ ਨਾ ਦਿੱਤਾ ਜਾਵੇ ਅਤੇ ਪਾਰਟੀ ਦੀਆਂ ਨੀਤੀਆਂ ਨੂੰ ਘਰ ਘਰ ਤੱਕ ਪਹੁੰਚਾਇਆ ਜਾਵੇ। <box>1264 1255 1510 1274</box>
story4-paragraph: ਇਸ ਮੌਕੇ ਇਨਡੋਰ ਸਟੇਡੀਅਮ, ਲਾਇਬ੍ਰੇਰੀ, ਸੜਕਾਂ, ਸੀਵਰੇਜ ਅਤੇ ਕਮਿਊਨਿਟੀ ਸੈਂਟਰ ਦੇ ਕੰਮਾਂ ਦੀ ਸ਼ੁਰੂਆਤ ਕੀਤੀ ਗਈ ਜਿਸ ਨਾਲ ਇਲਾਕੇ ਦੇ ਲੋਕਾਂ ਨੂੰ ਵੱਡਾ ਲਾਭ ਮਿਲੇਗਾ। <box>1332 447 1510 477</box>
story1-paragraph: ਬਰਨਾਲਾ, 21 ਸਤੰਬਰ (ਰਜਿੰਦਰ ਸਿੰਘ ਬਰਨਾਲਾ)- ਪਿਛਲੇ ਸਾਲ 2022 ਤੋਂ ਲਗਾਤਾਰ ਸ੍ਰੀ ਸਨਾਤਨ ਧਰਮ ਸਭਾ ਦੇ ਪ੍ਰਧਾਨ ਵੱਲੋਂ ਸਭਾ ਦੀ ਆਮਦਨ ਅਤੇ ਖ਼ਰਚਿਆਂ ਦਾ ਹਿਸਾਬ ਨਾ ਦੇਣ ਦੇ ਚਲਦਿਆਂ ਸਭਾ ਦੇ ਮੈਂਬਰਾਂ ਵੱਲੋਂ ਪ੍ਰਸ਼ਾਸਨ ਨੂੰ ਸ਼ਿਕਾਇਤ ਦਿੱਤੀ ਗਈ ਸੀ। <box>589 203 955 223</box>
divider <box>0 585 955 586</box>
divider <box>0 1911 1512 1912</box>
divider <box>381 1029 382 1906</box>
story11-paragraph: ਬਰਨਾਲਾ 21 ਸਤੰਬਰ (ਰਜਿੰਦਰ ਬਰਨਾਲਾ)- ਸ਼ਹਿਰ ਦੇ ਪਾਣੀ ਦੀ ਨਿਕਾਸੀ ਵਾਲੇ ਨਾਲੇ ਉੱਪਰ ਕੀਤੇ ਗਏ ਨਜਾਇਜ਼ ਕਬਜ਼ਿਆਂ ਨੂੰ ਹਟਵਾਉਣ ਸਬੰਧੀ ਇਲਾਕਾ ਨਿਵਾਸੀਆਂ ਦੀ ਅਹਿਮ ਮੀਟਿੰਗ ਹੋਈ। <box>388 1613 502 1665</box>
story5-body-col1 <box>966 664 1139 1018</box>
story1-photo-left <box>192 180 381 416</box>
story2-paragraph: ਅੰਮ੍ਰਿਤਸਰ 21 ਸਤੰਬਰ (ਜਸਪਾਲ ਸਿੰਘ)- ਅੰਮ੍ਰਿਤਸਰ ਉੱਤਰੀ ਤੋਂ ਵਿਧਾਇਕ ਕੁੰਵਰ ਵਿਜੇ ਪ੍ਰਤਾਪ ਸਿੰਘ ਨੂੰ ਉਸ ਵੇਲੇ ਗਹਿਰਾ ਸਦਮਾ ਲੱਗਾ ਜਦੋਂ ਉਨ੍ਹਾਂ ਦੀ ਧਰਮ ਪਤਨੀ ਮਧੂਮਿਤਾ ਦਾ ਅਚਾਨਕ ਦਿਹਾਂਤ ਹੋ ਗਿਆ। <box>3 655 200 696</box>
story1-paragraph: ਬਰਨਾਲਾ, 21 ਸਤੰਬਰ (ਰਜਿੰਦਰ ਸਿੰਘ ਬਰਨਾਲਾ)- ਪਿਛਲੇ ਸਾਲ 2022 ਤੋਂ ਲਗਾਤਾਰ ਸ੍ਰੀ ਸਨਾਤਨ ਧਰਮ ਸਭਾ ਦੇ ਪ੍ਰਧਾਨ ਵੱਲੋਂ ਸਭਾ ਦੀ ਆਮਦਨ ਅਤੇ ਖ਼ਰਚਿਆਂ ਦਾ ਹਿਸਾਬ ਨਾ ਦੇਣ ਦੇ ਚਲਦਿਆਂ ਸਭਾ ਦੇ ਮੈਂਬਰਾਂ ਵੱਲੋਂ ਪ੍ਰਸ਼ਾਸਨ ਨੂੰ ਸ਼ਿਕਾਇਤ ਦਿੱਤੀ ਗਈ ਸੀ। <box>3 180 184 232</box>
divider <box>966 577 1510 579</box>
story1-photo-right <box>391 180 580 416</box>
story8-paragraph: ਉਨ੍ਹਾਂ ਦੁਕਾਨਦਾਰਾਂ ਨੂੰ ਅਪੀਲ ਕੀਤੀ ਕਿ ਸਾਫ਼ ਸੁਥਰੀਆਂ ਅਤੇ ਮਿਆਰੀ ਚੀਜ਼ਾਂ ਹੀ ਵੇਚੀਆਂ ਜਾਣ, ਮਿਲਾਵਟਖੋਰੀ ਕਰਨ ਵਾਲਿਆਂ ਖ਼ਿਲਾਫ਼ ਸਖ਼ਤ ਕਾਰਵਾਈ ਕੀਤੀ ਜਾਵੇਗੀ। <box>767 1153 949 1183</box>
story2-paragraph: ਅੰਮ੍ਰਿਤਸਰ 21 ਸਤੰਬਰ (ਜਸਪਾਲ ਸਿੰਘ)- ਅੰਮ੍ਰਿਤਸਰ ਉੱਤਰੀ ਤੋਂ ਵਿਧਾਇਕ ਕੁੰਵਰ ਵਿਜੇ ਪ੍ਰਤਾਪ ਸਿੰਘ ਨੂੰ ਉਸ ਵੇਲੇ ਗਹਿਰਾ ਸਦਮਾ ਲੱਗਾ ਜਦੋਂ ਉਨ੍ਹਾਂ ਦੀ ਧਰਮ ਪਤਨੀ ਮਧੂਮਿਤਾ ਦਾ ਅਚਾਨਕ ਦਿਹਾਂਤ ਹੋ ਗਿਆ। <box>3 925 180 966</box>
story8-body-top <box>388 1152 1139 1278</box>
story4-body-col1 <box>966 227 1139 574</box>
story8-paragraph: ਫਰੀਦਕੋਟ 21 ਸਤੰਬਰ (ਜਗਦੀਸ਼ ਬਾਂਬਾ) ਡਿਪਟੀ ਕਮਿਸ਼ਨਰ ਫਰੀਦਕੋਟ ਦੀਆਂ ਹਦਾਇਤਾਂ ਅਨੁਸਾਰ ਸ਼ਾਹੀ ਵਿਰਾਸਤੀ ਮੇਲੇ ਦੌਰਾਨ ਸਿਹਤ ਵਿਭਾਗ ਵੱਲੋਂ ਖਾਣ ਪੀਣ ਵਾਲੀਆਂ ਚੀਜ਼ਾਂ ਦੇ ਸੈਂਪਲ ਲਏ ਜਾ ਰਹੇ ਹਨ। <box>388 1153 570 1194</box>
story8-photo-1 <box>388 1283 567 1433</box>
story8-photo-2 <box>574 1283 753 1433</box>
story5-photo-1 <box>1146 664 1308 813</box>
story9-headline: ਹਲਕਾ ਪੱਟੀ ਵਿੱਚ ਪੰਚਾਇਤੀ ਚੋਣਾਂ ਦੌਰਾਨ ਕਾਂਗਰਸ ਪਾਰਟੀ ਦਾ ਕਿਸੇ ਸਿਆਸੀ ਧਿਰ ਨਾਲ ਕੋਈ ਸਮਝੌਤਾ ਨਹੀਂ : ਹਰਮਿੰਦਰ ਸਿੰਘ ਗਿੱਲ <box>1150 1033 1470 1073</box>
story2-paragraph: ਸਵਰਗੀ ਮਧੂਮਿਤਾ ਦਾ ਅੰਤਿਮ ਸੰਸਕਾਰ ਪੂਰੀਆਂ ਧਾਰਮਿਕ ਰਸਮਾਂ ਨਾਲ ਕੀਤਾ ਗਿਆ ਜਿਸ ਵਿੱਚ ਵੱਡੀ ਗਿਣਤੀ ਵਿੱਚ ਲੋਕ ਸ਼ਾਮਲ ਹੋਏ ਅਤੇ ਵਿਧਾਇਕ ਨਾਲ ਹਮਦਰਦੀ ਪ੍ਰਗਟ ਕੀਤੀ। <box>375 925 552 954</box>
story2-paragraph: ਸਵਰਗੀ ਮਧੂਮਿਤਾ ਦਾ ਅੰਤਿਮ ਸੰਸਕਾਰ ਪੂਰੀਆਂ ਧਾਰਮਿਕ ਰਸਮਾਂ ਨਾਲ ਕੀਤਾ ਗਿਆ ਜਿਸ ਵਿੱਚ ਵੱਡੀ ਗਿਣਤੀ ਵਿੱਚ ਲੋਕ ਸ਼ਾਮਲ ਹੋਏ ਅਤੇ ਵਿਧਾਇਕ ਨਾਲ ਹਮਦਰਦੀ ਪ੍ਰਗਟ ਕੀਤੀ। <box>206 678 552 698</box>
story13-paragraph: ਮੇਲਾ ਪ੍ਰਬੰਧਕ ਕਮੇਟੀ ਨੇ ਦੱਸਿਆ ਕਿ ਦੋ ਰੋਜ਼ਾ ਮੇਲੇ ਦੌਰਾਨ ਖੇਡ ਮੁਕਾਬਲੇ ਅਤੇ ਸੱਭਿਆਚਾਰਕ ਪ੍ਰੋਗਰਾਮ ਕਰਵਾਏ ਜਾਣਗੇ ਜਿਸ ਵਿੱਚ ਨਾਮਵਰ ਕਲਾਕਾਰ ਹਾਜ਼ਰੀ ਭਰਨਗੇ। <box>1334 2170 1510 2200</box>
paper-name: ਪਹਿਰੇਦਾਰ <box>1213 9 1376 58</box>
story1-paragraph: ਪ੍ਰਧਾਨ ਨਰਿੰਦਰਪਾਲ ਗੁਪਤਾ ਨੇ ਦੱਸਿਆ ਕਿ ਪ੍ਰਸ਼ਾਸਨ ਵੱਲੋਂ ਪੇਸ਼ ਕੀਤੀ ਗਈ ਰਿਪੋਰਟ ਤੱਥਾਂ ਤੋਂ ਉਲਟ ਹੈ ਅਤੇ ਇਸ ਸਬੰਧੀ ਮੁੱਖ ਮੰਤਰੀ ਨੂੰ ਬੇਨਤੀ ਕੀਤੀ ਗਈ ਹੈ ਕਿ ਮਾਮਲੇ ਦੀ ਨਿਰਪੱਖ ਜਾਂਚ ਕਰਵਾਈ ਜਾਵੇ। <box>3 269 184 310</box>
story2-paragraph: ਉਨ੍ਹਾਂ ਦੇ ਅਕਾਲ ਚਲਾਣੇ ਦੀ ਖ਼ਬਰ ਸੁਣਦਿਆਂ ਹੀ ਸ਼ਹਿਰ ਦੀਆਂ ਧਾਰਮਿਕ, ਸਮਾਜਿਕ ਅਤੇ ਰਾਜਨੀਤਿਕ ਸ਼ਖ਼ਸੀਅਤਾਂ ਨੇ ਪਰਿਵਾਰ ਨਾਲ ਦੁੱਖ ਸਾਂਝਾ ਕੀਤਾ। <box>189 925 366 954</box>
story1-paragraph: ਉਨ੍ਹਾਂ ਕਿਹਾ ਕਿ ਸਭਾ ਦੇ ਰਿਕਾਰਡ ਅਤੇ ਖਾਤਿਆਂ ਸਬੰਧੀ ਸਾਰੇ ਦਸਤਾਵੇਜ਼ ਪ੍ਰਸ਼ਾਸਨ ਨੂੰ ਸੌਂਪੇ ਜਾ ਚੁੱਕੇ ਹਨ, ਪਰ ਫਿਰ ਵੀ ਕਮਲੇਸ਼ ਗਰਗ ਵੱਲੋਂ ਸਭਾ ਦੇ ਕੰਮਕਾਜ ਵਿੱਚ ਦਖ਼ਲਅੰਦਾਜ਼ੀ ਕੀਤੀ ਜਾ ਰਹੀ ਹੈ ਜੋ ਕਿ ਬਿਲਕੁਲ ਗਲਤ ਹੈ। <box>192 472 580 492</box>
story9-photo <box>1150 1231 1258 1357</box>
story8-paragraph: ਸਿਵਲ ਸਰਜਨ ਡਾ. ਚੰਦਰ ਸ਼ੇਖਰ ਕੱਕੜ ਨੇ ਦੱਸਿਆ ਕਿ ਮੇਲੇ ਦੌਰਾਨ ਲੋਕਾਂ ਦੀ ਸਿਹਤ ਸੁਰੱਖਿਆ ਲਈ 18 ਮੈਡੀਕਲ ਟੀਮਾਂ ਤਾਇਨਾਤ ਕੀਤੀਆਂ ਗਈਆਂ ਹਨ ਅਤੇ ਐਂਬੂਲੈਂਸਾਂ ਵੀ ਤਿਆਰ ਰੱਖੀਆਂ ਗਈਆਂ ਹਨ। <box>578 1153 760 1194</box>
masthead <box>0 0 1512 65</box>
story12-paragraph: ਇਸ ਮੌਕੇ ਉੱਘੇ ਕਵੀਆਂ ਨੇ ਆਪਣੀਆਂ ਰਚਨਾਵਾਂ ਨਾਲ ਸ਼ਰੋਤਿਆਂ ਨੂੰ ਮੰਤਰ-ਮੁਗਧ ਕਰ ਦਿੱਤਾ। ਸੰਸਥਾ ਦੇ ਡਾਇਰੈਕਟਰ ਨੇ ਕਵੀਆਂ ਦਾ ਸਨਮਾਨ ਕੀਤਾ। <box>380 2200 571 2230</box>
story5-paragraph: ਬੁਢਲਾਡਾ 21 ਸਤੰਬਰ (ਪਰਮਜੀਤ ਸਿੰਘ) ਬੁਢਲਾਡਾ ਵਿਖੇ ਪੀ.ਆਰ.ਟੀ.ਸੀ ਵਰਕਰ ਯੂਨੀਅਨ ਆਜ਼ਾਦ ਵੱਲੋਂ ਆਪਣੀਆਂ ਹੱਕੀ ਮੰਗਾਂ ਨੂੰ ਲੈ ਕੇ ਡਿੱਪੂ ਦੇ ਗੇਟ ਅੱਗੇ ਧਰਨਾ ਦਿੱਤਾ ਗਿਆ। <box>1332 820 1510 850</box>
story1-paragraph: ਉਨ੍ਹਾਂ ਕਿਹਾ ਕਿ ਸਭਾ ਦੇ ਰਿਕਾਰਡ ਅਤੇ ਖਾਤਿਆਂ ਸਬੰਧੀ ਸਾਰੇ ਦਸਤਾਵੇਜ਼ ਪ੍ਰਸ਼ਾਸਨ ਨੂੰ ਸੌਂਪੇ ਜਾ ਚੁੱਕੇ ਹਨ, ਪਰ ਫਿਰ ਵੀ ਕਮਲੇਸ਼ ਗਰਗ ਵੱਲੋਂ ਸਭਾ ਦੇ ਕੰਮਕਾਜ ਵਿੱਚ ਦਖ਼ਲਅੰਦਾਜ਼ੀ ਕੀਤੀ ਜਾ ਰਹੀ ਹੈ ਜੋ ਕਿ ਬਿਲਕੁਲ ਗਲਤ ਹੈ। <box>589 261 955 281</box>
story13-body <box>1150 2169 1510 2405</box>
story8-subhead: 18 ਮੈਡੀਕਲ ਟੀਮਾਂ ਮੈਡੀਕਲ ਸਹਾਇਤਾ ਲਈ ਤਿਆਰ ਬਰ ਤਿਆਰ <box>388 1119 1139 1148</box>
story12-body-right <box>777 1972 1139 2405</box>
story5-paragraph: ਉਨ੍ਹਾਂ ਚੇਤਾਵਨੀ ਦਿੱਤੀ ਕਿ ਜੇਕਰ ਮੰਗਾਂ ਜਲਦ ਨਾ ਮੰਨੀਆਂ ਗਈਆਂ ਤਾਂ ਸੰਘਰਸ਼ ਨੂੰ ਹੋਰ ਤਿੱਖਾ ਕੀਤਾ ਜਾਵੇਗਾ। <box>966 731 1139 751</box>
story2-headline: ਵਿਧਾਇਕ ਕੁੰਵਰ ਵਿਜੇ ਪ੍ਰਤਾਪ ਸਿੰਘ ਨੂੰ ਸਦਮਾ, ਪਤਨੀ ਦਾ ਦਿਹਾਂਤ <box>0 591 522 617</box>
story11-body-right <box>889 1613 1139 1906</box>
story11-paragraph: ਮੀਟਿੰਗ ਦੌਰਾਨ ਲੋਕਾਂ ਨੇ ਦੱਸਿਆ ਕਿ ਨਹਿਰੀ ਵਿਭਾਗ ਦੀ ਜਗ੍ਹਾ ਵਿੱਚ ਕੀਤੇ ਗਏ ਕਬਜ਼ਿਆਂ ਕਾਰਨ ਬਰਸਾਤ ਦੇ ਦਿਨਾਂ ਵਿੱਚ ਪਾਣੀ ਘਰਾਂ ਵਿੱਚ ਵੜ ਜਾਂਦਾ ਹੈ। <box>1018 1636 1139 1677</box>
divider <box>556 590 557 1020</box>
story12-paragraph: ਵਿਦਿਆਰਥੀਆਂ ਅਤੇ ਸਟਾਫ਼ ਨੇ ਵੱਡੀ ਗਿਣਤੀ ਵਿੱਚ ਸ਼ਮੂਲੀਅਤ ਕੀਤੀ ਅਤੇ ਪ੍ਰੋਗਰਾਮ ਦਾ ਭਰਪੂਰ ਆਨੰਦ ਮਾਣਿਆ। <box>579 2200 771 2219</box>
story11-body-mid <box>630 1775 882 1906</box>
story11-body-left <box>388 1613 624 1906</box>
story8-body-bottom <box>760 1283 1139 1433</box>
story10-paragraph: ਮਲੇਰਕੋਟਲਾ, 21 ਸਤੰਬਰ (ਸਰਬਜੀਤ ਸਿੰਘ ਬਸੀਆਂ)- ਦੀ ਰੈਵੇਨਿਊ ਪਟਵਾਰ ਯੂਨੀਅਨ ਜ਼ਿਲ੍ਹਾ ਮਲੇਰਕੋਟਲਾ ਦੀ ਮਹੀਨੇਵਾਰ ਮੀਟਿੰਗ ਜ਼ਿਲ੍ਹਾ ਪ੍ਰਧਾਨ ਦੁਸ਼ਯੰਤ ਸਿੰਘ ਰਾਣਾ ਦੀ ਪ੍ਰਧਾਨਗੀ ਹੇਠ ਹੋਈ। <box>1150 1645 1326 1686</box>
divider <box>1144 1915 1145 2405</box>
story3-paragraph: ਸ੍ਰੀ ਮੁਕਤਸਰ ਸਾਹਿਬ/ਗਿੱਦੜਬਾਹਾ, 21 ਸਤੰਬਰ (ਸੁਰਿੰਦਰ ਸਿੰਘ)- ਵਿਮੁਕਤ ਜਾਤੀਆਂ ਸੰਘਰਸ਼ ਮੋਰਚਾ ਵੱਲੋਂ ਪੰਜਾਬ ਸਰਕਾਰ ਖ਼ਿਲਾਫ਼ ਗਿੱਦੜਬਾਹਾ ਵਿਖੇ ਰੋਸ ਪ੍ਰਦਰਸ਼ਨ ਕੀਤਾ ਜਾਵੇਗਾ। <box>563 828 689 880</box>
story8-body-strip <box>388 1438 1139 1482</box>
story1-subhead: ਸ੍ਰੀ ਸਨਾਤਨ ਧਰਮ ਸਭਾ 'ਤੇ ਅਸ਼ਸਥਰ ਲੱਗੇ ਹੋਣ ਦੇ ਬਾਵਜੂਦ ਕਮਲੇਸ਼ ਗਰਗ ਕਰ ਰਿਹਾ ਦਖ਼ਲਅੰਦਾਜ਼ੀ : ਨਰਿੰਦਰਪਾਲ ਗੁਪਤਾ <box>0 139 955 173</box>
story6-photo <box>3 1103 377 1285</box>
story3-headline: ਵਿਮੁਕਤ ਜਾਤੀਆਂ ਸੰਘਰਸ਼ ਮੋਰਚਾ ਵੱਲੋਂ ਗਿੱਦੜਬਾਹਾ 'ਚ ਰੋਸ ਪ੍ਰਦਰਸ਼ਨ ਅੱਜ <box>574 593 944 646</box>
story9-body-lower <box>1150 1362 1258 1460</box>
divider <box>0 1434 377 1435</box>
story10-photo <box>1150 1543 1510 1638</box>
story2-body-bottom <box>3 924 552 1020</box>
masthead-top-rule <box>136 49 1144 51</box>
story6-paragraph: ਸੰਸਥਾ ਦੇ ਡਾਇਰੈਕਟਰ ਨੇ ਦੱਸਿਆ ਕਿ ਉਨ੍ਹਾਂ ਦੀ ਟੀਮ ਵੱਲੋਂ ਹਰ ਵਿਦਿਆਰਥੀ ਦੀ ਫਾਈਲ ਬੜੀ ਮਿਹਨਤ ਅਤੇ ਇਮਾਨਦਾਰੀ ਨਾਲ ਤਿਆਰ ਕੀਤੀ ਜਾਂਦੀ ਹੈ। <box>194 1290 377 1320</box>
story11-photo <box>630 1613 882 1770</box>
page-number: 6 <box>5 8 32 52</box>
story7-headline: ਬਾਬਾ ਗਾਂਧਾ ਸਿੰਘ ਪਬਲਿਕ ਸਕੂਲ ਬਰਨਾਲਾ ਦੇ ਖਿਡਾਰੀਆਂ ਨੇ 68 ਵੀਆਂ ਜ਼ਿਲ੍ਹਾ ਪੱਧਰੀ ਖੇਡਾਂ ਦੇ ਬਾਸਕਟਬਾਲ ਟੂਰਨਾਮੈਂਟ ਵਿੱਚ ਦੂਜਾ ਸਥਾਨ ਹਾਸਲ ਕੀਤਾ <box>0 1442 360 1477</box>
story5-paragraph: ਬੁਢਲਾਡਾ 21 ਸਤੰਬਰ (ਪਰਮਜੀਤ ਸਿੰਘ) ਬੁਢਲਾਡਾ ਵਿਖੇ ਪੀ.ਆਰ.ਟੀ.ਸੀ ਵਰਕਰ ਯੂਨੀਅਨ ਆਜ਼ਾਦ ਵੱਲੋਂ ਆਪਣੀਆਂ ਹੱਕੀ ਮੰਗਾਂ ਨੂੰ ਲੈ ਕੇ ਡਿੱਪੂ ਦੇ ਗੇਟ ਅੱਗੇ ਧਰਨਾ ਦਿੱਤਾ ਗਿਆ। <box>966 664 1139 694</box>
story1-paragraph: ਪ੍ਰਧਾਨ ਨਰਿੰਦਰਪਾਲ ਗੁਪਤਾ ਨੇ ਦੱਸਿਆ ਕਿ ਪ੍ਰਸ਼ਾਸਨ ਵੱਲੋਂ ਪੇਸ਼ ਕੀਤੀ ਗਈ ਰਿਪੋਰਟ ਤੱਥਾਂ ਤੋਂ ਉਲਟ ਹੈ ਅਤੇ ਇਸ ਸਬੰਧੀ ਮੁੱਖ ਮੰਤਰੀ ਨੂੰ ਬੇਨਤੀ ਕੀਤੀ ਗਈ ਹੈ ਕਿ ਮਾਮਲੇ ਦੀ ਨਿਰਪੱਖ ਜਾਂਚ ਕਰਵਾਈ ਜਾਵੇ। <box>192 449 580 469</box>
